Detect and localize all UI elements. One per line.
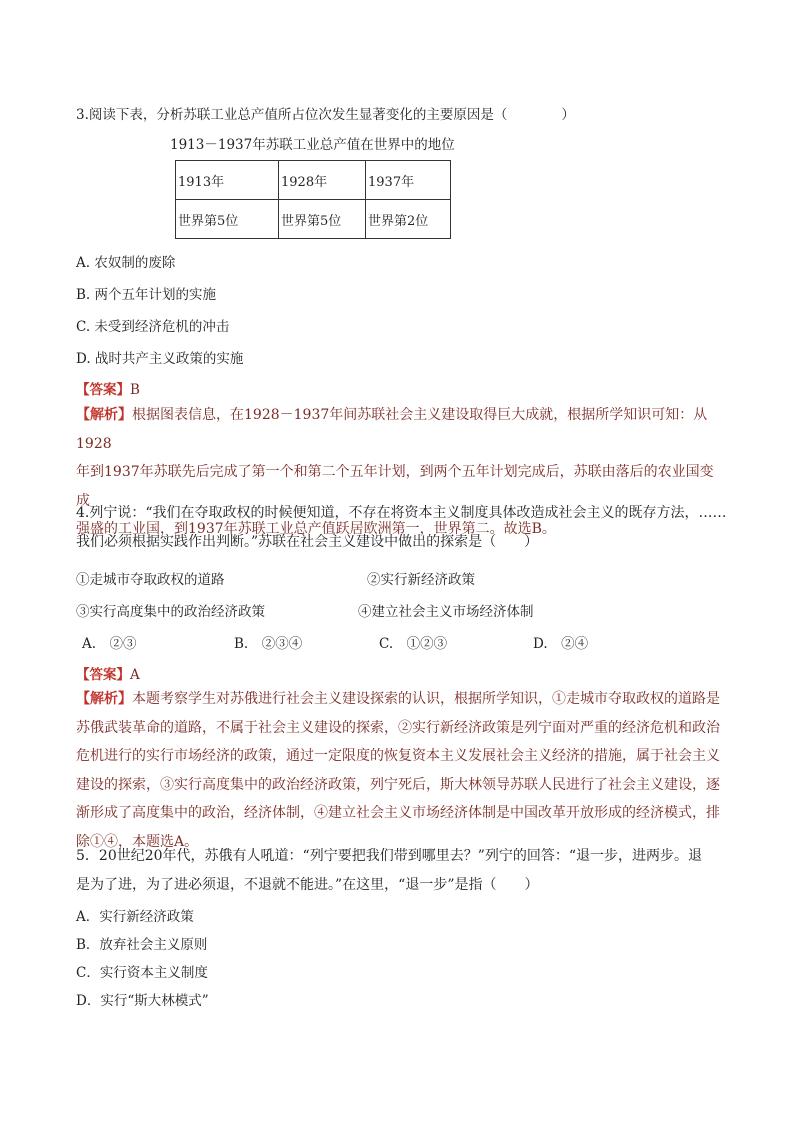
analysis-line: 【解析】根据图表信息，在1928－1937年间苏联社会主义建设取得巨大成就，根据所学知识可知：从1928 [76, 407, 708, 452]
table-row [176, 200, 451, 239]
q5-option-c: C．实行资本主义制度 [76, 965, 208, 981]
answer-value: A [130, 667, 140, 683]
q4-option-c: C. ①②③ [379, 636, 448, 652]
analysis-line: 苏俄武装革命的道路，不属于社会主义建设的探索，②实行新经济政策是列宁面对严重的经济危机和政治 [76, 719, 720, 736]
analysis-tag: 【解析】 [76, 407, 132, 423]
table-cell: 1913年 [176, 161, 279, 200]
analysis-line: 强盛的工业国，到1937年苏联工业总产值跃居欧洲第一，世界第二。故选B。 [76, 521, 556, 537]
analysis-tag: 【解析】 [76, 691, 132, 707]
analysis-line: 【解析】本题考察学生对苏俄进行社会主义建设探索的认识，根据所学知识，①走城市夺取政权的道路是 [76, 691, 720, 707]
analysis-line: 除①④，本题选A。 [76, 833, 199, 850]
answer-tag: 【答案】 [76, 667, 130, 683]
analysis-line: 年到1937年苏联先后完成了第一个和第二个五年计划，到两个五年计划完成后，苏联由落后的农业国变成 [76, 464, 714, 509]
q4-analysis [76, 685, 736, 856]
q3-option-d: D. 战时共产主义政策的实施 [76, 351, 244, 367]
table-cell: 世界第5位 [279, 200, 366, 239]
answer-value: B [130, 382, 140, 398]
q4-answer [76, 663, 140, 683]
q3-option-c: C. 未受到经济危机的冲击 [76, 319, 230, 335]
analysis-line: 危机进行的实行市场经济的政策，通过一定限度的恢复资本主义发展社会主义经济的措施，属于社会主义 [76, 748, 720, 764]
analysis-line: 渐形成了高度集中的政治，经济体制，④建立社会主义市场经济体制是中国改革开放形成的经济模式，排 [76, 805, 720, 821]
table-cell: 1937年 [366, 161, 451, 200]
q3-table-title: 1913－1937年苏联工业总产值在世界中的地位 [170, 137, 455, 153]
q4-option-b: B. ②③④ [234, 636, 303, 652]
q4-option-a: A. ②③ [82, 636, 137, 652]
q4-item-3: ③实行高度集中的政治经济政策 [76, 604, 265, 620]
stem-line: 5．20世纪20年代，苏俄有人吼道：“列宁要把我们带到哪里去？”列宁的回答：“退一步，进两步。退 [76, 848, 703, 864]
q5-option-d: D．实行“斯大林模式” [76, 993, 209, 1009]
table-cell: 1928年 [279, 161, 366, 200]
stem-line: 是为了进，为了进必须退，不退就不能进。”在这里，“退一步”是指（ ） [76, 876, 539, 893]
q3-answer [76, 378, 140, 398]
q4-item-4: ④建立社会主义市场经济体制 [358, 604, 534, 620]
q5-option-b: B．放弃社会主义原则 [76, 937, 208, 953]
answer-tag: 【答案】 [76, 382, 130, 398]
stem-line: 4.列宁说：“我们在夺取政权的时候便知道，不存在将资本主义制度具体改造成社会主义的既存方法，…… [76, 505, 727, 521]
table-cell: 世界第5位 [176, 200, 279, 239]
q3-stem: 3.阅读下表，分析苏联工业总产值所占位次发生显著变化的主要原因是（ ） [76, 107, 575, 123]
table-row [176, 161, 451, 200]
q4-option-d: D. ②④ [533, 636, 589, 652]
q4-item-1: ①走城市夺取政权的道路 [76, 572, 225, 588]
stem-line: 我们必须根据实践作出判断。”苏联在社会主义建设中做出的探索是（ ） [76, 533, 539, 550]
table-cell: 世界第2位 [366, 200, 451, 239]
q4-item-2: ②实行新经济政策 [367, 572, 475, 588]
q4-stem [76, 499, 736, 556]
q5-stem [76, 842, 736, 899]
q5-option-a: A．实行新经济政策 [76, 909, 194, 925]
q3-option-a: A. 农奴制的废除 [76, 255, 176, 271]
q3-rank-table [175, 160, 451, 239]
q3-option-b: B. 两个五年计划的实施 [76, 287, 217, 303]
analysis-line: 建设的探索，③实行高度集中的政治经济政策，列宁死后，斯大林领导苏联人民进行了社会主义建设，逐 [76, 776, 720, 793]
